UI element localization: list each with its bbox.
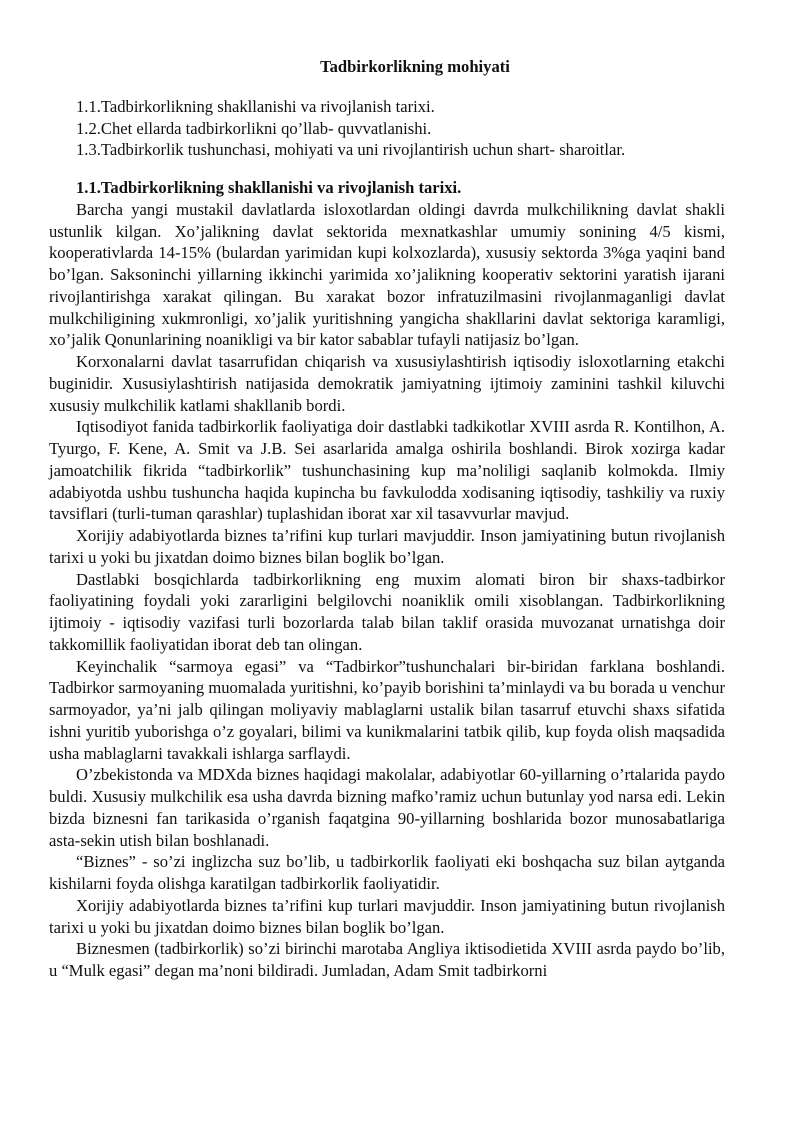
paragraph: “Biznes” - so’zi inglizcha suz bo’lib, u tadbirkorlik faoliyati eki boshqacha suz bilan aytganda kishilarni foyda olishga karatilgan tadbirkorlik faoliyatidir. [49, 852, 725, 893]
paragraph: Biznesmen (tadbirkorlik) so’zi birinchi marotaba Angliya iktisodietida XVIII asrda paydo bo’lib, u “Mulk egasi” degan ma’noni bildiradi. Jumladan, Adam Smit tadbirkorni [49, 939, 725, 980]
document-page [49, 56, 725, 982]
paragraph: Korxonalarni davlat tasarrufidan chiqarish va xususiylashtirish iqtisodiy isloxotlarning etakchi buginidir. Xususiylashtirish natijasida demokratik jamiyatning ijtimoiy zaminini tashkil kiluvchi xususiy mulkchilik katlami shakllanib bordi. [49, 352, 725, 415]
toc-item: 1.2.Chet ellarda tadbirkorlikni qo’llab- quvvatlanishi. [76, 118, 432, 138]
toc-item: 1.1.Tadbirkorlikning shakllanishi va rivojlanish tarixi. [76, 96, 435, 116]
section-heading: 1.1.Tadbirkorlikning shakllanishi va rivojlanish tarixi. [76, 178, 462, 197]
toc-item: 1.3.Tadbirkorlik tushunchasi, mohiyati va uni rivojlantirish uchun shart- sharoitlar. [76, 140, 626, 160]
paragraph: Xorijiy adabiyotlarda biznes ta’rifini kup turlari mavjuddir. Inson jamiyatining butun rivojlanish tarixi u yoki bu jixatdan doimo biznes bilan boglik bo’lgan. [49, 526, 725, 567]
paragraph: Barcha yangi mustakil davlatlarda isloxotlardan oldingi davrda mulkchilikning davlat shakli ustunlik kilgan. Xo’jalikning davlat sektorida mexnatkashlar umumiy sonining 4/5 kismi, kooperativlarda 14-15% (bulardan yarimidan kupi kolxozlarda), xususiy sektorda 3%ga yaqini band bo’lgan. Saksoninchi yillarning ikkinchi yarimida xo’jalikning kooperativ sektorini yaratish ijarani rivojlantirishga xarakat qilingan. Bu xarakat bozor infratuzilmasini rivojlanmaganligi davlat mulkchiligining xukmronligi, xo’jalik yuritishning yangicha shakllarini davlat sektoriga karamligi, xo’jalik Qonunlarining noanikligi va bir kator sabablar tufayli natijasiz bo’lgan. [49, 199, 725, 350]
table-of-contents [49, 96, 725, 161]
paragraph: Dastlabki bosqichlarda tadbirkorlikning eng muxim alomati biron bir shaxs-tadbirkor faoliyatining foydali yoki zararligini belgilovchi noaniklik omili xisoblangan. Tadbirkorlikning ijtimoiy - iqtisodiy vazifasi turli bozorlarda talab bilan taklif orasida muvozanat urnatishga doir takkomillik faoliyatidan iborat deb tan olingan. [49, 569, 725, 654]
document-title: Tadbirkorlikning mohiyati [320, 57, 510, 76]
paragraph: O’zbekistonda va MDXda biznes haqidagi makolalar, adabiyotlar 60-yillarning o’rtalarida paydo buldi. Xususiy mulkchilik esa usha davrda bizning mafko’ramiz uchun butunlay yod narsa edi. Lekin bizda biznesni fan tarikasida o’rganish faqatgina 90-yillarning boshlarida bozor munosabatlariga asta-sekin utish bilan boshlanadi. [49, 765, 725, 850]
paragraph: Keyinchalik “sarmoya egasi” va “Tadbirkor”tushunchalari bir-biridan farklana boshlandi. Tadbirkor sarmoyaning muomalada yuritishni, ko’payib borishini ta’minlaydi va bu borada u venchur sarmoyador, ya’ni jalb qilingan moliyaviy mablaglarni ustalik bilan tasarruf etuvchi shaxs sifatida ishni yuritib yuborishga o’z goyalari, bilimi va kunikmalarini tatbik qilib, kup foyda olish maqsadida usha mablaglarni tavakkali ishlarga sarflaydi. [49, 656, 725, 763]
paragraph: Xorijiy adabiyotlarda biznes ta’rifini kup turlari mavjuddir. Inson jamiyatining butun rivojlanish tarixi u yoki bu jixatdan doimo biznes bilan boglik bo’lgan. [49, 895, 725, 937]
paragraph: Iqtisodiyot fanida tadbirkorlik faoliyatiga doir dastlabki tadkikotlar XVIII asrda R. Kontilhon, A. Tyurgo, F. Kene, A. Smit va J.B. Sei asarlarida amalga oshirila boshlandi. Birok xozirga kadar jamoatchilik fikrida “tadbirkorlik” tushunchasining kup ma’noliligi saqlanib kolmokda. Ilmiy adabiyotda ushbu tushuncha haqida kupincha bu favkulodda xodisaning iqtisodiy, tashkiliy va ruxiy tavsiflari (turli-tuman qarashlar) tuplashidan iborat xar xil tasavvurlar mavjud. [49, 417, 725, 524]
